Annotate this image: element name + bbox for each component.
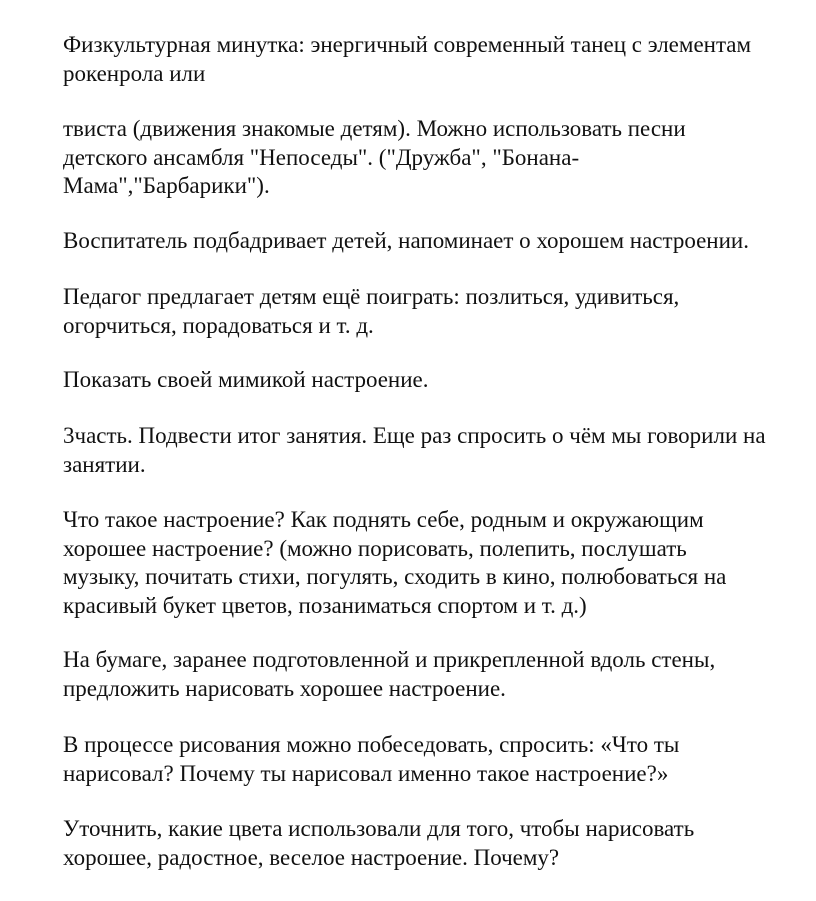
- paragraph-drawing-conversation: В процессе рисования можно побеседовать, спросить: «Что ты нарисовал? Почему ты нарисовал именно такое настроение?»: [63, 732, 680, 786]
- paragraph-teacher-encourages: Воспитатель подбадривает детей, напоминает о хорошем настроении.: [63, 228, 749, 253]
- paragraph-draw-on-paper: На бумаге, заранее подготовленной и прикрепленной вдоль стены, предложить нарисовать хорошее настроение.: [63, 647, 716, 701]
- paragraph-teacher-offers-game: Педагог предлагает детям ещё поиграть: позлиться, удивиться, огорчиться, порадоваться и т. д.: [63, 284, 680, 338]
- paragraph-colors-question: Уточнить, какие цвета использовали для того, чтобы нарисовать хорошее, радостное, веселое настроение. Почему?: [63, 816, 695, 870]
- paragraph-what-is-mood: Что такое настроение? Как поднять себе, родным и окружающим хорошее настроение? (можно порисовать, полепить, послушать музыку, почитать стихи, погулять, сходить в кино, полюбоваться на красивый букет цветов, позаниматься спортом и т. д.): [63, 507, 727, 618]
- paragraph-physical-break: Физкультурная минутка: энергичный современный танец с элементам рокенрола или: [63, 32, 752, 86]
- paragraph-show-mimicry: Показать своей мимикой настроение.: [63, 367, 429, 392]
- paragraph-twist-songs: твиста (движения знакомые детям). Можно использовать песни детского ансамбля "Непоседы". ("Дружба", "Бонана- Мама","Барбарики").: [63, 116, 686, 198]
- paragraph-part-three: 3часть. Подвести итог занятия. Еще раз спросить о чём мы говорили на занятии.: [63, 423, 766, 477]
